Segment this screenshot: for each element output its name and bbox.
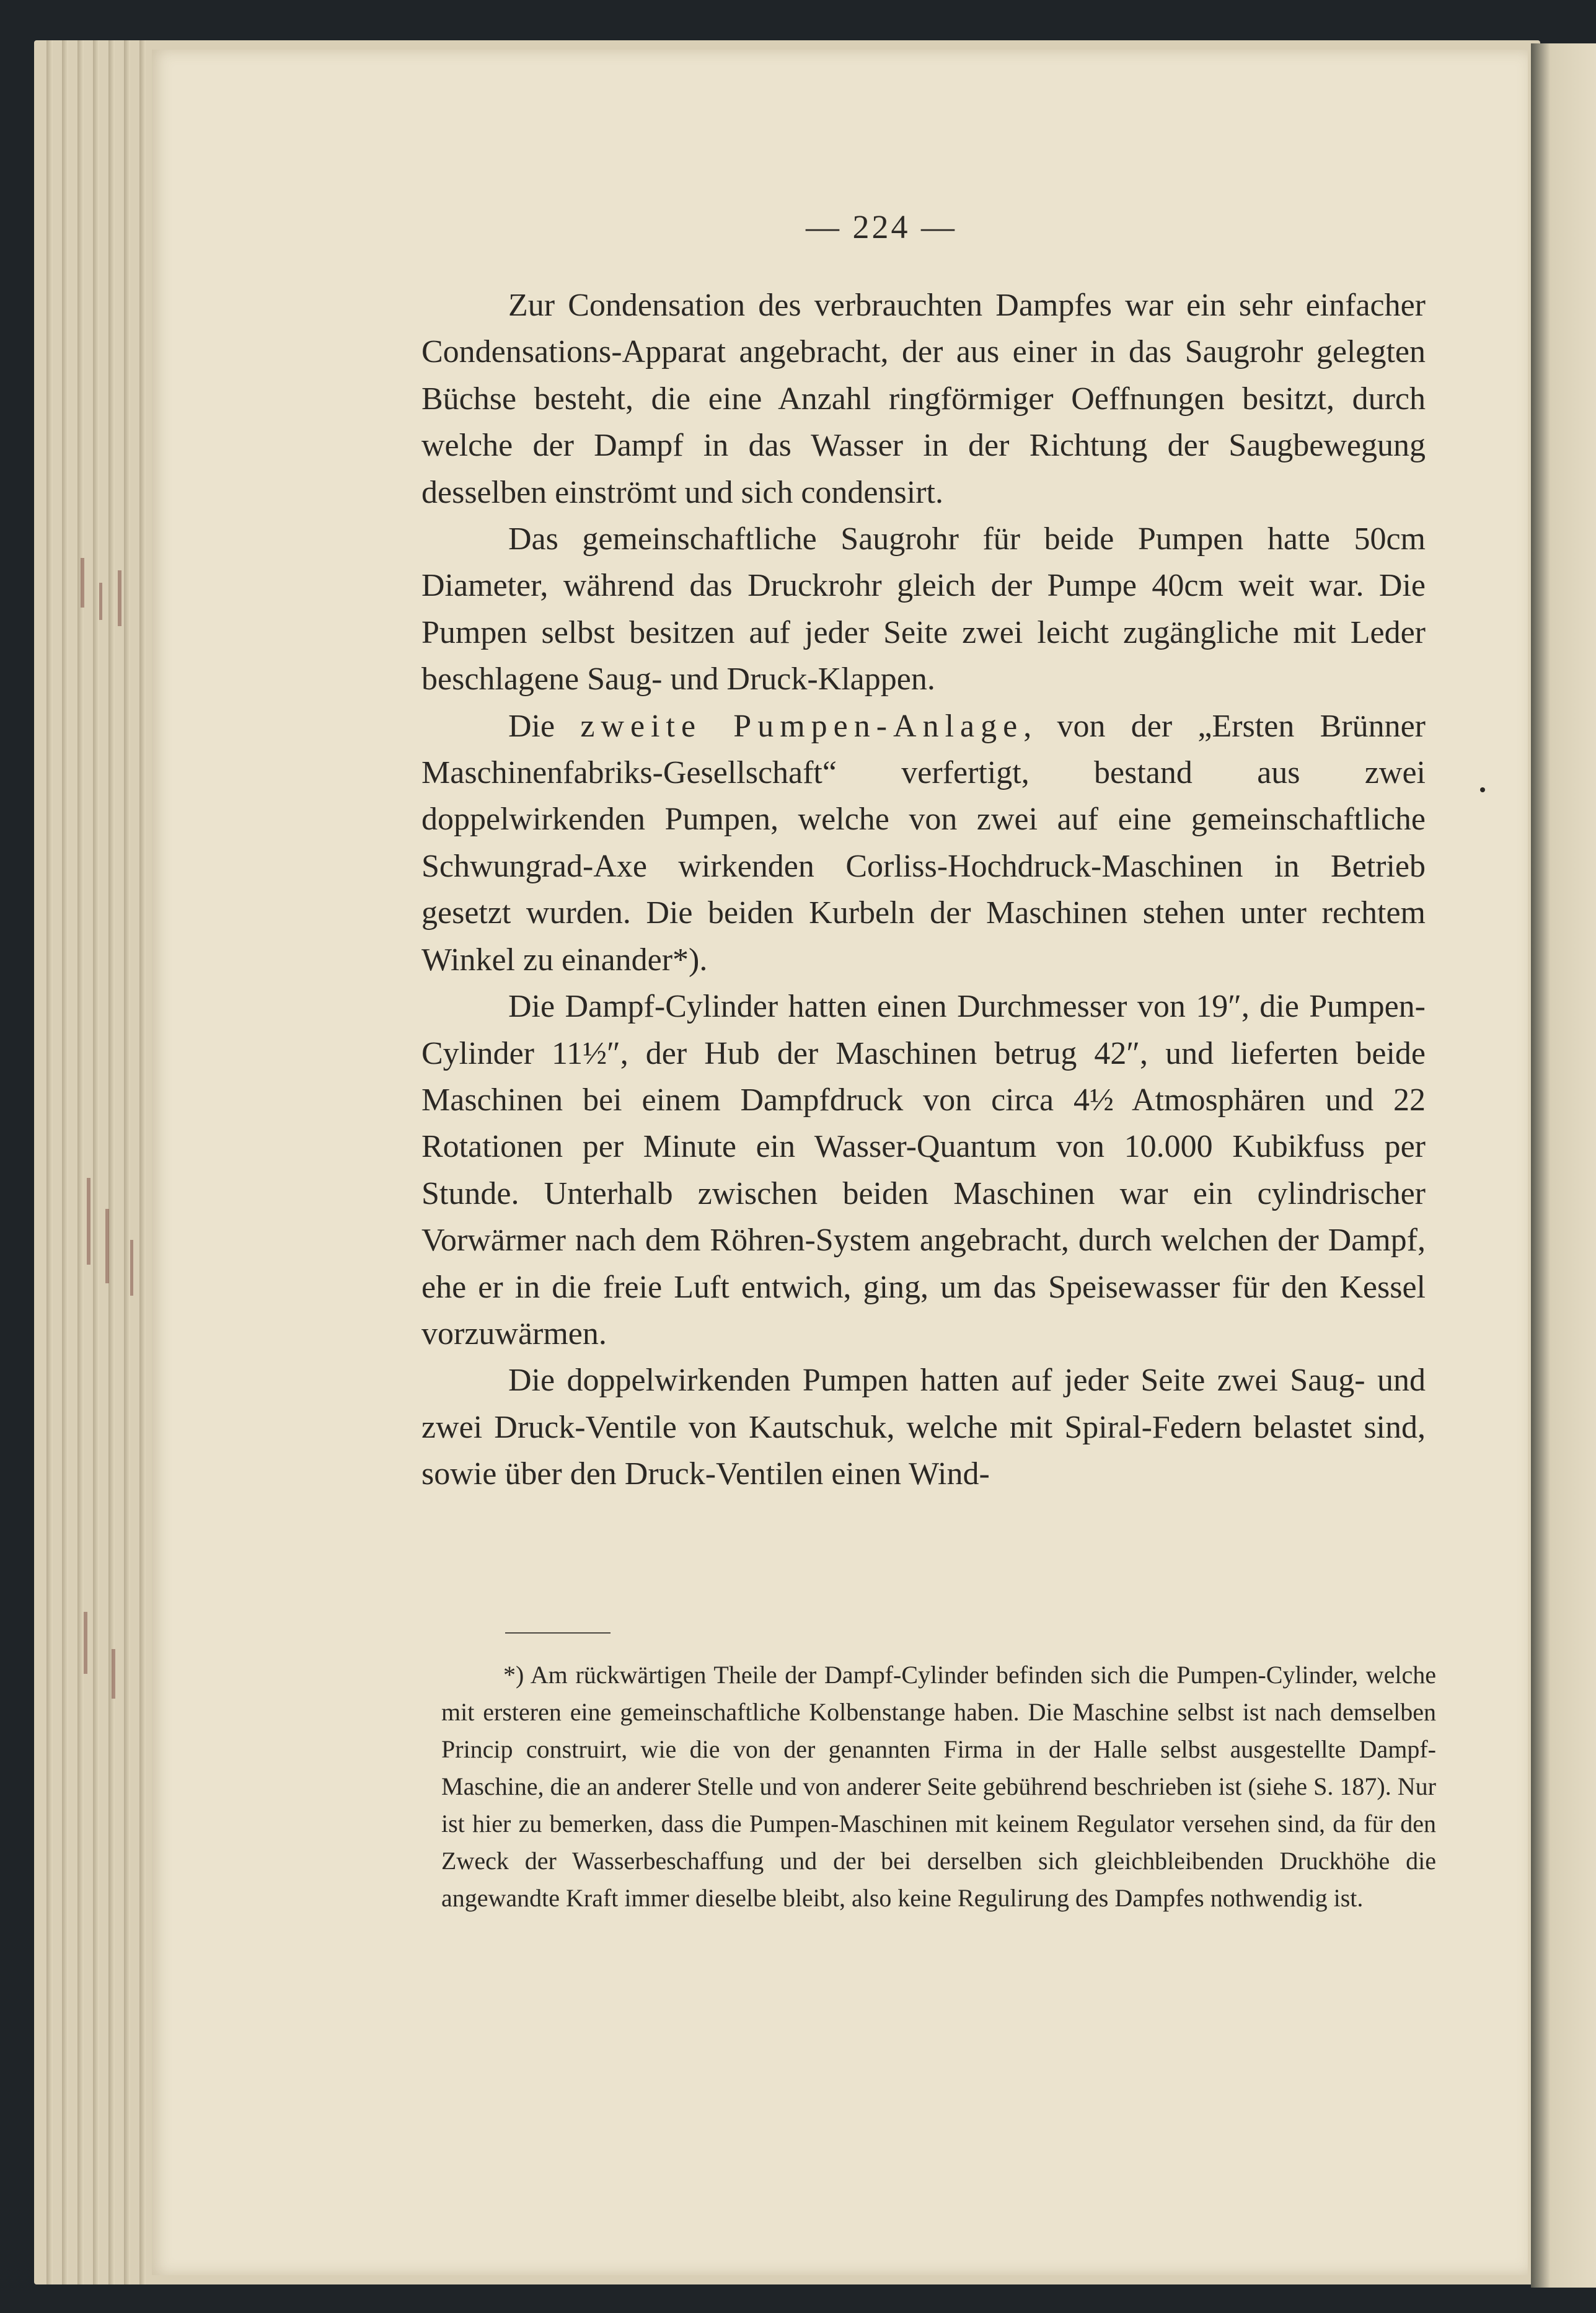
paragraph-pumpen-anlage [421,703,1426,983]
footnote-text: *) Am rückwärtigen Theile der Dampf-Cylinder befinden sich die Pumpen-Cylinder, welche mit ersteren eine gemeinschaftliche Kolbenstange haben. Die Maschine selbst ist nach demselben Princip construirt, wie die von der genannten Firma in der Halle selbst ausgestellte Dampf-Maschine, die an anderer Stelle und von anderer Seite gebührend beschrieben ist (siehe S. 187). Nur ist hier zu bemerken, dass die Pumpen-Maschinen mit keinem Regulator versehen sind, da für den Zweck der Wasserbeschaffung und der bei derselben sich gleichbleibenden Druckhöhe die angewandte Kraft immer dieselbe bleibt, also keine Regulirung des Dampfes nothwendig ist. [441,1661,1436,1912]
paragraph-condensation: Zur Condensation des verbrauchten Dampfes war ein sehr einfacher Condensations-Apparat angebracht, der aus einer in das Saugrohr gelegten Büchse besteht, die eine Anzahl ringförmiger Oeffnungen besitzt, durch welche der Dampf in das Wasser in der Richtung der Saugbewegung desselben einströmt und sich condensirt. [421,288,1426,510]
page-number: — 224 — [806,208,957,245]
paragraph-prefix: Die [508,708,581,744]
page-edge [46,40,53,2284]
paragraph-ventile: Die doppelwirkenden Pumpen hatten auf jeder Seite zwei Saug- und zwei Druck-Ventile von Kautschuk, welche mit Spiral-Federn belastet sind, sowie über den Druck-Ventilen einen Wind- [421,1363,1426,1492]
spaced-emphasis: zweite Pumpen-Anlage [580,708,1024,744]
footnote-divider [505,1632,611,1634]
paragraph-dampf-cylinder: Die Dampf-Cylinder hatten einen Durchmesser von 19″, die Pumpen-Cylinder 11½″, der Hub der Maschinen betrug 42″, und lieferten beide Maschinen bei einem Dampfdruck von circa 4½ Atmosphären und 22 Rotationen per Minute ein Wasser-Quantum von 10.000 Kubikfuss per Stunde. Unterhalb zwischen beiden Maschinen war ein cylindrischer Vorwärmer nach dem Röhren-System angebracht, durch welchen der Dampf, ehe er in die freie Luft entwich, ging, um das Speisewasser für den Kessel vorzuwärmen. [421,989,1426,1351]
paragraph-saugrohr: Das gemeinschaftliche Saugrohr für beide Pumpen hatte 50cm Diameter, während das Druckrohr gleich der Pumpe 40cm weit war. Die Pumpen selbst besitzen auf jeder Seite zwei leicht zugängliche mit Leder beschlagene Saug- und Druck-Klappen. [421,521,1426,697]
facing-page-edge [1531,43,1596,2288]
page-edge [62,40,68,2284]
page-edge-marks [74,558,155,2170]
margin-dot [1480,787,1485,792]
body-text [421,282,1426,1498]
paragraph-rest: , von der „Ersten Brünner Maschinenfabriks-Gesellschaft“ verfertigt, bestand aus zwei doppelwirkenden Pumpen, welche von zwei auf eine gemeinschaftliche Schwungrad-Axe wirkenden Corliss-Hochdruck-Maschinen in Betrieb gesetzt wurden. Die beiden Kurbeln der Maschinen stehen unter rechtem Winkel zu einander*). [421,708,1426,978]
footnote [441,1656,1436,1917]
